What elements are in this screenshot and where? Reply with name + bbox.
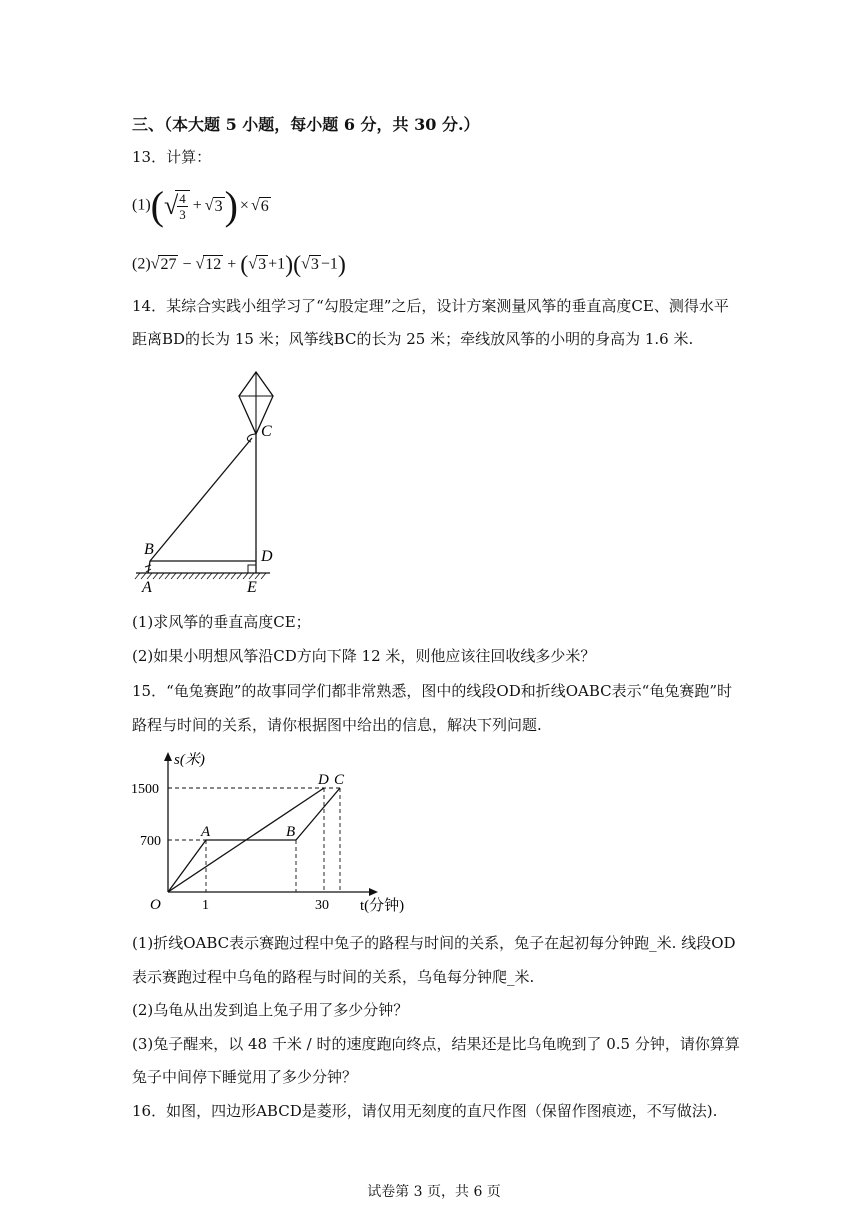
y-axis-arrow xyxy=(164,752,172,761)
person-icon xyxy=(145,565,151,572)
right-paren: ) xyxy=(224,183,238,228)
page-footer: 试卷第 3 页，共 6 页 xyxy=(367,1184,501,1200)
hatch-mark xyxy=(225,573,230,579)
point-c-label: C xyxy=(334,772,345,788)
q14-line1: 14．某综合实践小组学习了“勾股定理”之后，设计方案测量风筝的垂直高度CE、测得水平 xyxy=(132,297,729,315)
left-paren: ( xyxy=(293,252,302,278)
q15-sub2: (2)乌龟从出发到追上兔子用了多少分钟？ xyxy=(132,1001,409,1019)
q14-sub1: (1)求风筝的垂直高度CE； xyxy=(132,613,311,631)
radicand: 27 xyxy=(160,255,177,273)
kite-figure xyxy=(130,368,290,598)
plus-one: +1 xyxy=(268,255,286,273)
sqrt-sign: √ xyxy=(248,255,258,273)
hatch-mark xyxy=(171,573,176,579)
q15-line2: 路程与时间的关系，请你根据图中给出的信息，解决下列问题. xyxy=(132,716,542,734)
right-angle-mark xyxy=(248,565,256,573)
x-tick-30: 30 xyxy=(315,898,329,913)
fraction-numerator: 4 xyxy=(179,191,186,206)
hatch-mark xyxy=(195,573,200,579)
label-d: D xyxy=(261,548,273,565)
left-paren: ( xyxy=(240,252,249,278)
point-a-label: A xyxy=(201,824,211,840)
sqrt-sign: √ xyxy=(301,255,310,273)
polyline-oabc xyxy=(168,788,340,892)
radicand: 6 xyxy=(260,197,269,215)
minus-one: −1 xyxy=(320,255,338,273)
sqrt-sign: √ xyxy=(163,191,179,220)
q15-sub3-line1: (3)兔子醒来，以 48 千米 / 时的速度跑向终点，结果还是比乌龟晚到了 0.5 分钟，请你算算 xyxy=(132,1035,740,1053)
hatch-mark xyxy=(213,573,218,579)
hatch-mark xyxy=(135,573,140,579)
hatch-mark xyxy=(207,573,212,579)
radicand: 3 xyxy=(214,197,223,215)
sqrt-sign: √ xyxy=(195,255,205,273)
race-graph xyxy=(128,752,418,917)
hatch-mark xyxy=(159,573,164,579)
label-b: B xyxy=(144,541,154,558)
hatch-mark xyxy=(177,573,182,579)
fraction-denominator: 3 xyxy=(179,207,186,222)
label-e: E xyxy=(247,579,257,596)
q13-part2 xyxy=(132,253,346,277)
q16-line1: 16．如图，四边形ABCD是菱形，请仅用无刻度的直尺作图（保留作图痕迹，不写做法). xyxy=(132,1102,718,1120)
plus-sign: + xyxy=(192,197,202,214)
label-a: A xyxy=(142,579,152,596)
radicand: 12 xyxy=(205,255,222,273)
times-sign: × xyxy=(239,197,249,214)
y-tick-1500: 1500 xyxy=(131,782,159,797)
q15-line1: 15．“龟兔赛跑”的故事同学们都非常熟悉，图中的线段OD和折线OABC表示“龟兔赛跑”时 xyxy=(132,682,732,700)
origin-label: O xyxy=(150,897,161,913)
label-c: C xyxy=(261,423,272,440)
hatch-mark xyxy=(183,573,188,579)
x-axis-label: t(分钟) xyxy=(360,898,405,914)
sqrt-sign: √ xyxy=(204,197,214,214)
q15-sub1-line2: 表示赛跑过程中乌龟的路程与时间的关系，乌龟每分钟爬_米. xyxy=(132,968,535,986)
q14-line2: 距离BD的长为 15 米；风筝线BC的长为 25 米；牵线放风筝的小明的身高为 1.6 米. xyxy=(132,330,694,348)
right-paren: ) xyxy=(285,252,294,278)
q13-part1-label: (1) xyxy=(132,196,151,214)
hatch-mark xyxy=(153,573,158,579)
q13-title: 13．计算： xyxy=(132,148,212,166)
plus-sign: + xyxy=(227,255,237,273)
q15-sub3-line2: 兔子中间停下睡觉用了多少分钟？ xyxy=(132,1068,358,1086)
radicand: 3 xyxy=(310,255,319,273)
hatch-mark xyxy=(201,573,206,579)
section-header: 三、（本大题 5 小题，每小题 6 分，共 30 分.） xyxy=(132,115,480,134)
hatch-mark xyxy=(219,573,224,579)
hatch-mark xyxy=(165,573,170,579)
q14-sub2: (2)如果小明想风筝沿CD方向下降 12 米，则他应该往回收线多少米？ xyxy=(132,647,596,665)
q15-sub1-line1: (1)折线OABC表示赛跑过程中兔子的路程与时间的关系，兔子在起初每分钟跑_米. 线段OD xyxy=(132,934,736,952)
q13-part1 xyxy=(132,183,271,228)
sqrt-sign: √ xyxy=(150,255,160,273)
point-d-label: D xyxy=(318,772,329,788)
y-axis-label: s(米) xyxy=(174,752,205,768)
right-paren: ) xyxy=(337,252,346,278)
line-bc xyxy=(150,438,252,561)
hatch-mark xyxy=(261,573,266,579)
radicand: 3 xyxy=(258,255,267,273)
y-tick-700: 700 xyxy=(140,834,161,849)
sqrt-sign: √ xyxy=(250,197,260,214)
x-axis-arrow xyxy=(369,888,378,896)
minus-sign: − xyxy=(182,255,192,273)
hatch-mark xyxy=(237,573,242,579)
hatch-mark xyxy=(231,573,236,579)
sqrt-fraction xyxy=(175,190,190,222)
left-paren: ( xyxy=(150,183,164,228)
point-b-label: B xyxy=(286,824,296,840)
q13-part2-label: (2) xyxy=(132,255,151,273)
hatch-mark xyxy=(189,573,194,579)
x-tick-1: 1 xyxy=(202,898,209,913)
